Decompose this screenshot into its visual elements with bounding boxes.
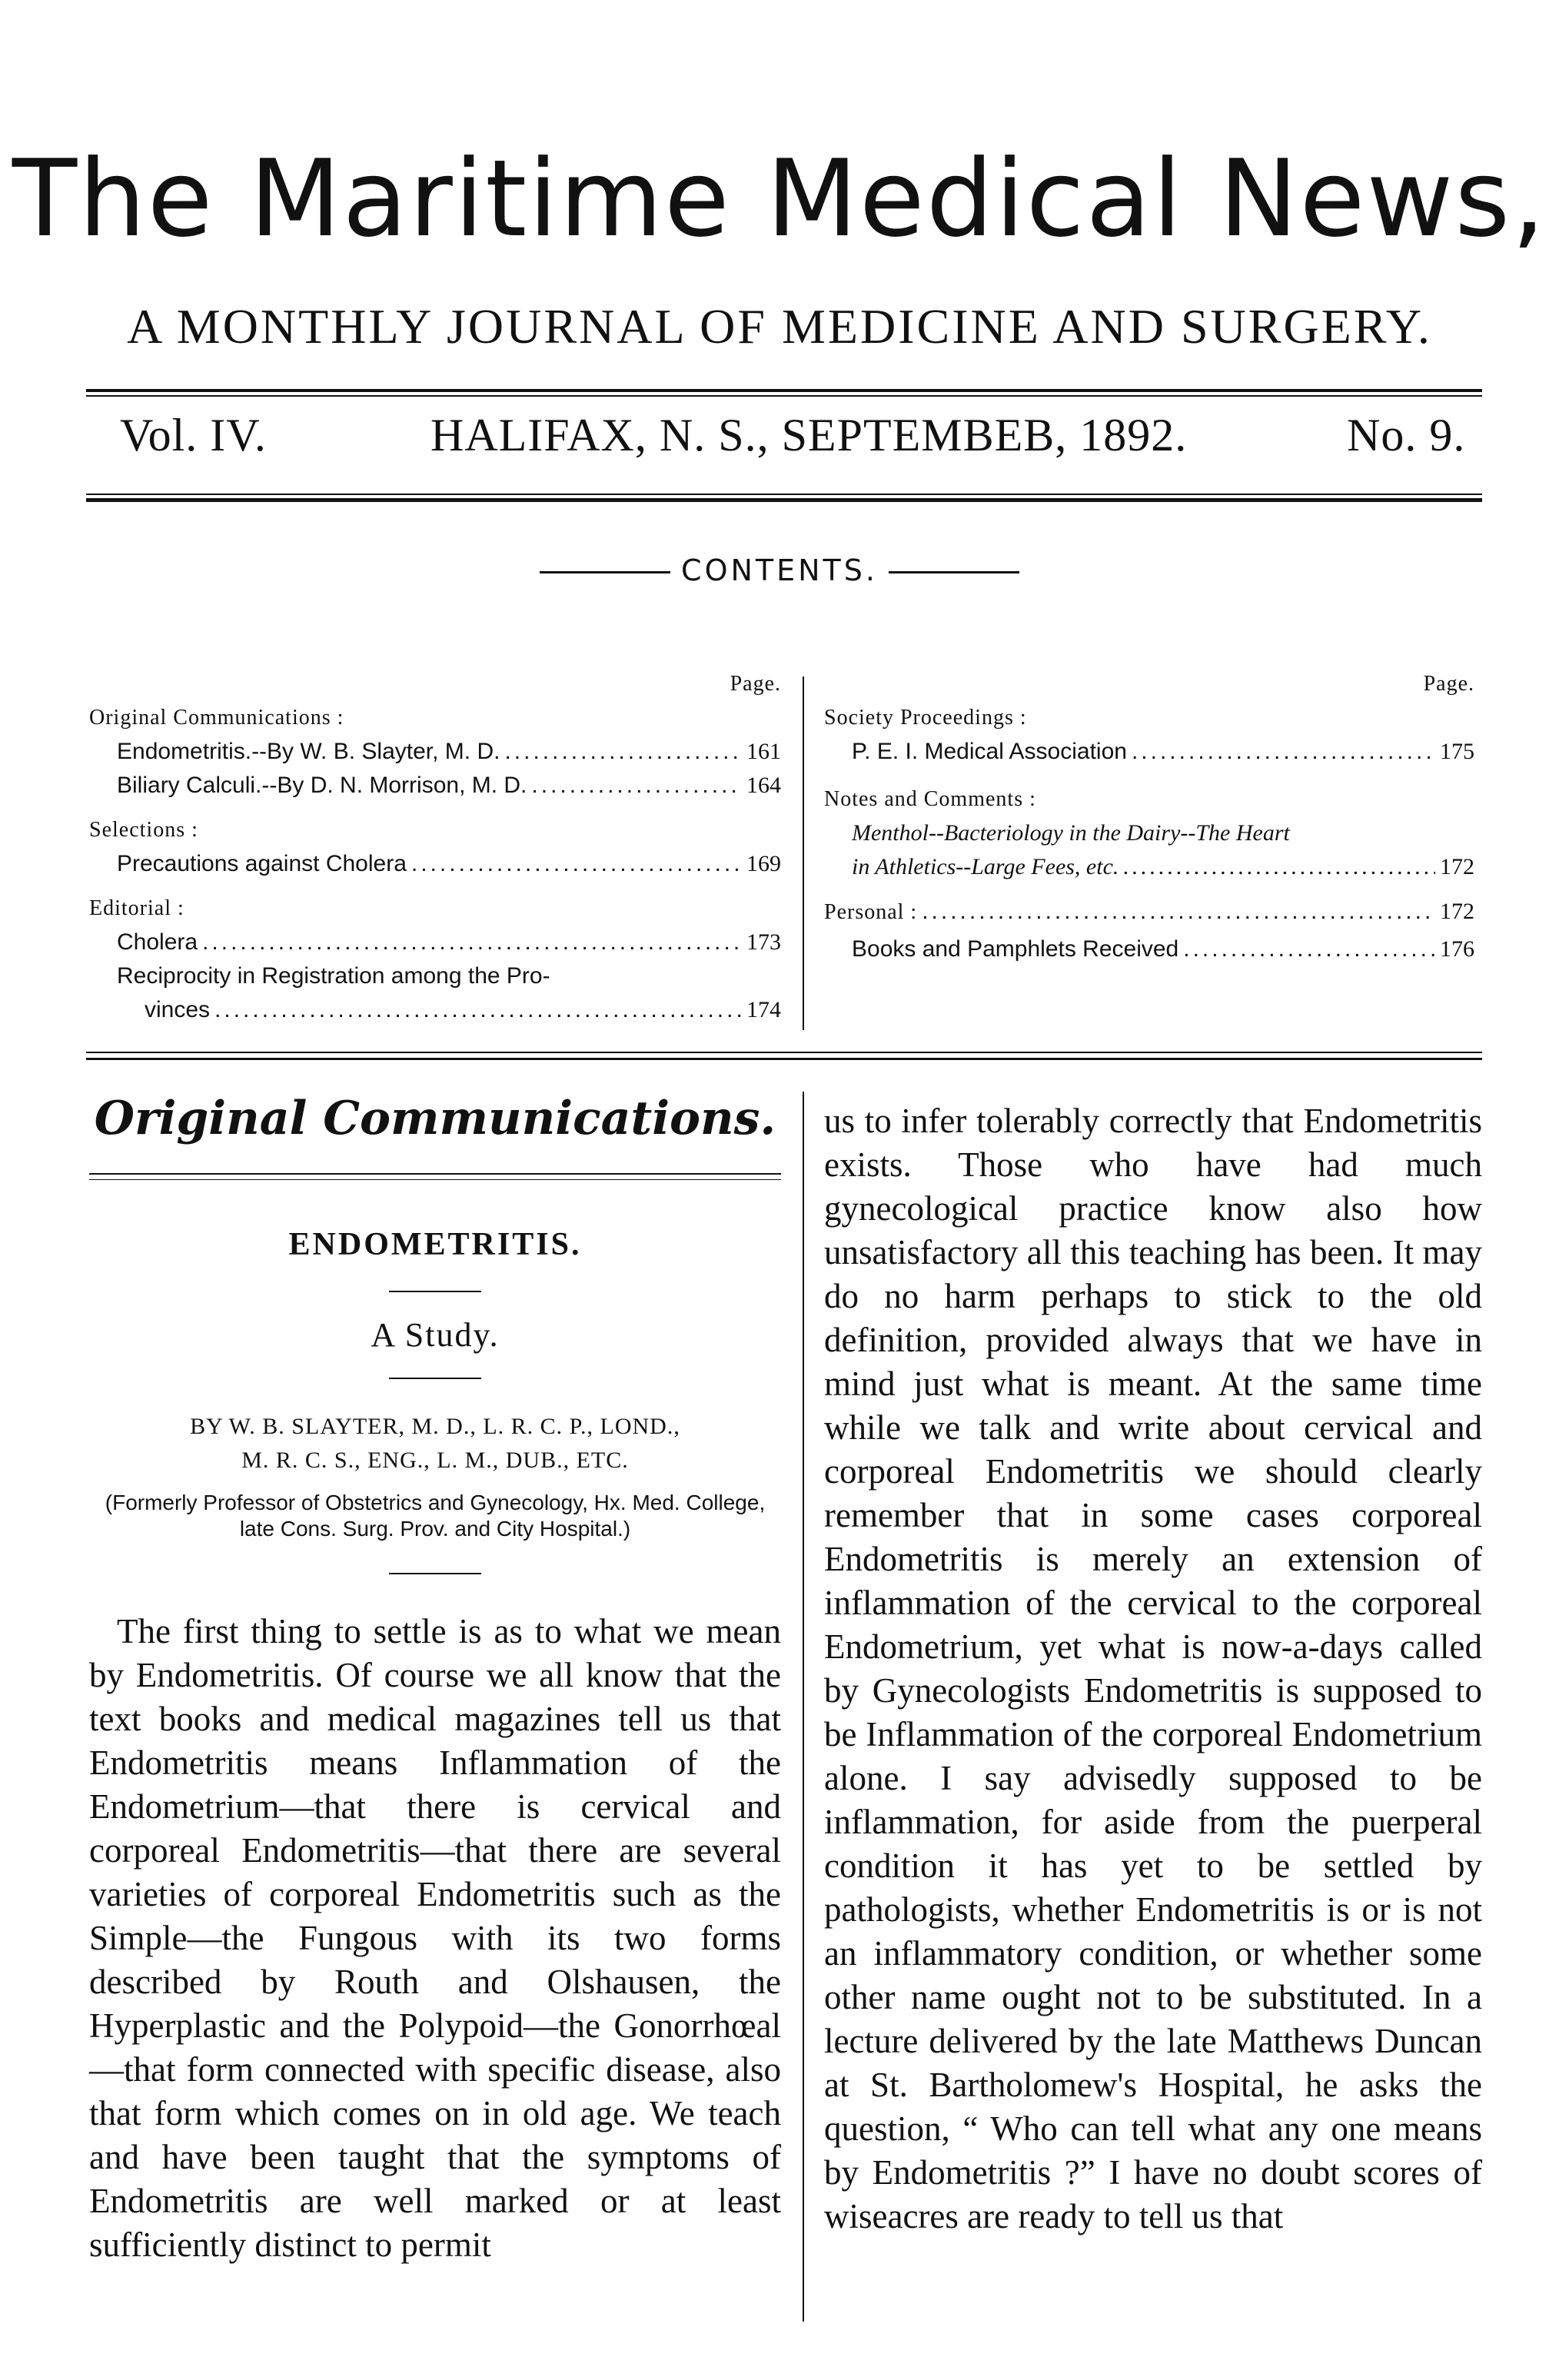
toc-entry-text[interactable]: Reciprocity in Registration among the Pro- (117, 963, 550, 989)
contents-ornament-left (540, 571, 670, 573)
rule-top (86, 389, 1482, 392)
toc-page-label-left: Page. (730, 672, 781, 696)
toc-section-editorial: Editorial : (89, 896, 184, 920)
byline-line2: M. R. C. S., ENG., L. M., DUB., ETC. (241, 1448, 629, 1473)
rule-contents-bottom-2 (86, 1058, 1482, 1060)
toc-entry[interactable]: Endometritis.--By W. B. Slayter, M. D. ..... 161 (89, 735, 781, 769)
toc-entry[interactable]: Precautions against Cholera ..... 169 (89, 847, 781, 881)
toc-entry[interactable]: in Athletics--Large Fees, etc. ..... 172 (824, 850, 1474, 884)
toc-entry-personal[interactable]: Personal : ..... 172 (824, 895, 1474, 929)
title-rule (389, 1291, 481, 1292)
byline-line1: BY W. B. SLAYTER, M. D., L. R. C. P., LOND., (190, 1414, 680, 1439)
article-title: ENDOMETRITIS. (288, 1227, 582, 1262)
author-note: (Formerly Professor of Obstetrics and Gynecology, Hx. Med. College, late Cons. Surg. Prov. and City Hospital.) (105, 1491, 766, 1541)
toc-section-notes: Notes and Comments : (824, 787, 1036, 811)
subtitle-rule (389, 1378, 481, 1379)
journal-title: The Maritime Medical News, (12, 137, 1547, 261)
place-date-label: HALIFAX, N. S., SEPTEMBEB, 1892. (430, 410, 1188, 460)
toc-entry[interactable]: Cholera ..... 173 (89, 926, 781, 959)
rule-mid (86, 498, 1482, 502)
toc-left (89, 667, 781, 1027)
article-subtitle: A Study. (371, 1316, 500, 1354)
toc-entry-text[interactable]: Menthol--Bacteriology in the Dairy--The Heart (852, 820, 1290, 846)
volume-label: Vol. IV. (120, 410, 267, 460)
journal-subtitle: A MONTHLY JOURNAL OF MEDICINE AND SURGERY. (127, 299, 1432, 354)
column-divider (803, 1092, 804, 2322)
toc-page-label-right: Page. (1423, 672, 1474, 696)
toc-divider (803, 676, 804, 1030)
issue-number-label: No. 9. (1347, 410, 1466, 460)
toc-section-original: Original Communications : (89, 706, 344, 730)
toc-entry[interactable]: P. E. I. Medical Association ..... 175 (824, 735, 1474, 769)
section-rule (89, 1173, 781, 1175)
note-rule (389, 1573, 481, 1574)
toc-entry[interactable]: Books and Pamphlets Received ..... 176 (824, 932, 1474, 966)
toc-right (824, 667, 1474, 966)
rule-top-thin (86, 395, 1482, 397)
article-body-right: us to infer tolerably correctly that Endometritis exists. Those who have had much gynecological practice know also how unsatisfactory all this teaching has been. It may do no harm perhaps to stick to the old definition, provided always that we have in mind just what is meant. At the same time while we talk and write about cervical and corporeal Endometritis we should clearly remember that in some cases corporeal Endometritis is merely an extension of inflammation of the cervical to the corporeal Endometrium, yet what is now-a-days called by Gynecologists Endometritis is supposed to be Inflammation of the corporeal Endometrium alone. I say advisedly supposed to be inflammation, for aside from the puerperal condition it has yet to be settled by pathologists, whether Endometritis is or is not an inflammatory condition, or whether some other name ought not to be substituted. In a lecture delivered by the late Matthews Duncan at St. Bartholomew's Hospital, he asks the question, “ Who can tell what any one means by Endometritis ?” I have no doubt scores of wiseacres are ready to tell us that (824, 1102, 1482, 2235)
contents-ornament-right (889, 571, 1019, 573)
toc-entry[interactable]: Biliary Calculi.--By D. N. Morrison, M. D. ..... 164 (89, 769, 781, 803)
section-rule-thin (89, 1179, 781, 1180)
section-heading: Original Communications. (94, 1092, 776, 1145)
rule-mid-thin (86, 494, 1482, 495)
toc-entry[interactable]: vinces ..... 174 (89, 993, 781, 1027)
article-body-left: The first thing to settle is as to what we mean by Endometritis. Of course we all know that the text books and medical magazines tell us that Endometritis means Inflammation of the Endometrium—that there is cervical and corporeal Endometritis—that there are several varieties of corporeal Endometritis such as the Simple—the Fungous with its two forms described by Routh and Olshausen, the Hyperplastic and the Polypoid—the Gonorrhœal—that form connected with specific disease, also that form which comes on in old age. We teach and have been taught that the symptoms of Endometritis are well marked or at least sufficiently distinct to permit (89, 1612, 781, 2264)
contents-heading: CONTENTS. (0, 553, 1559, 587)
article-left-column (89, 1092, 781, 2267)
toc-section-selections: Selections : (89, 818, 198, 842)
toc-section-society: Society Proceedings : (824, 706, 1027, 730)
rule-contents-bottom (86, 1052, 1482, 1053)
